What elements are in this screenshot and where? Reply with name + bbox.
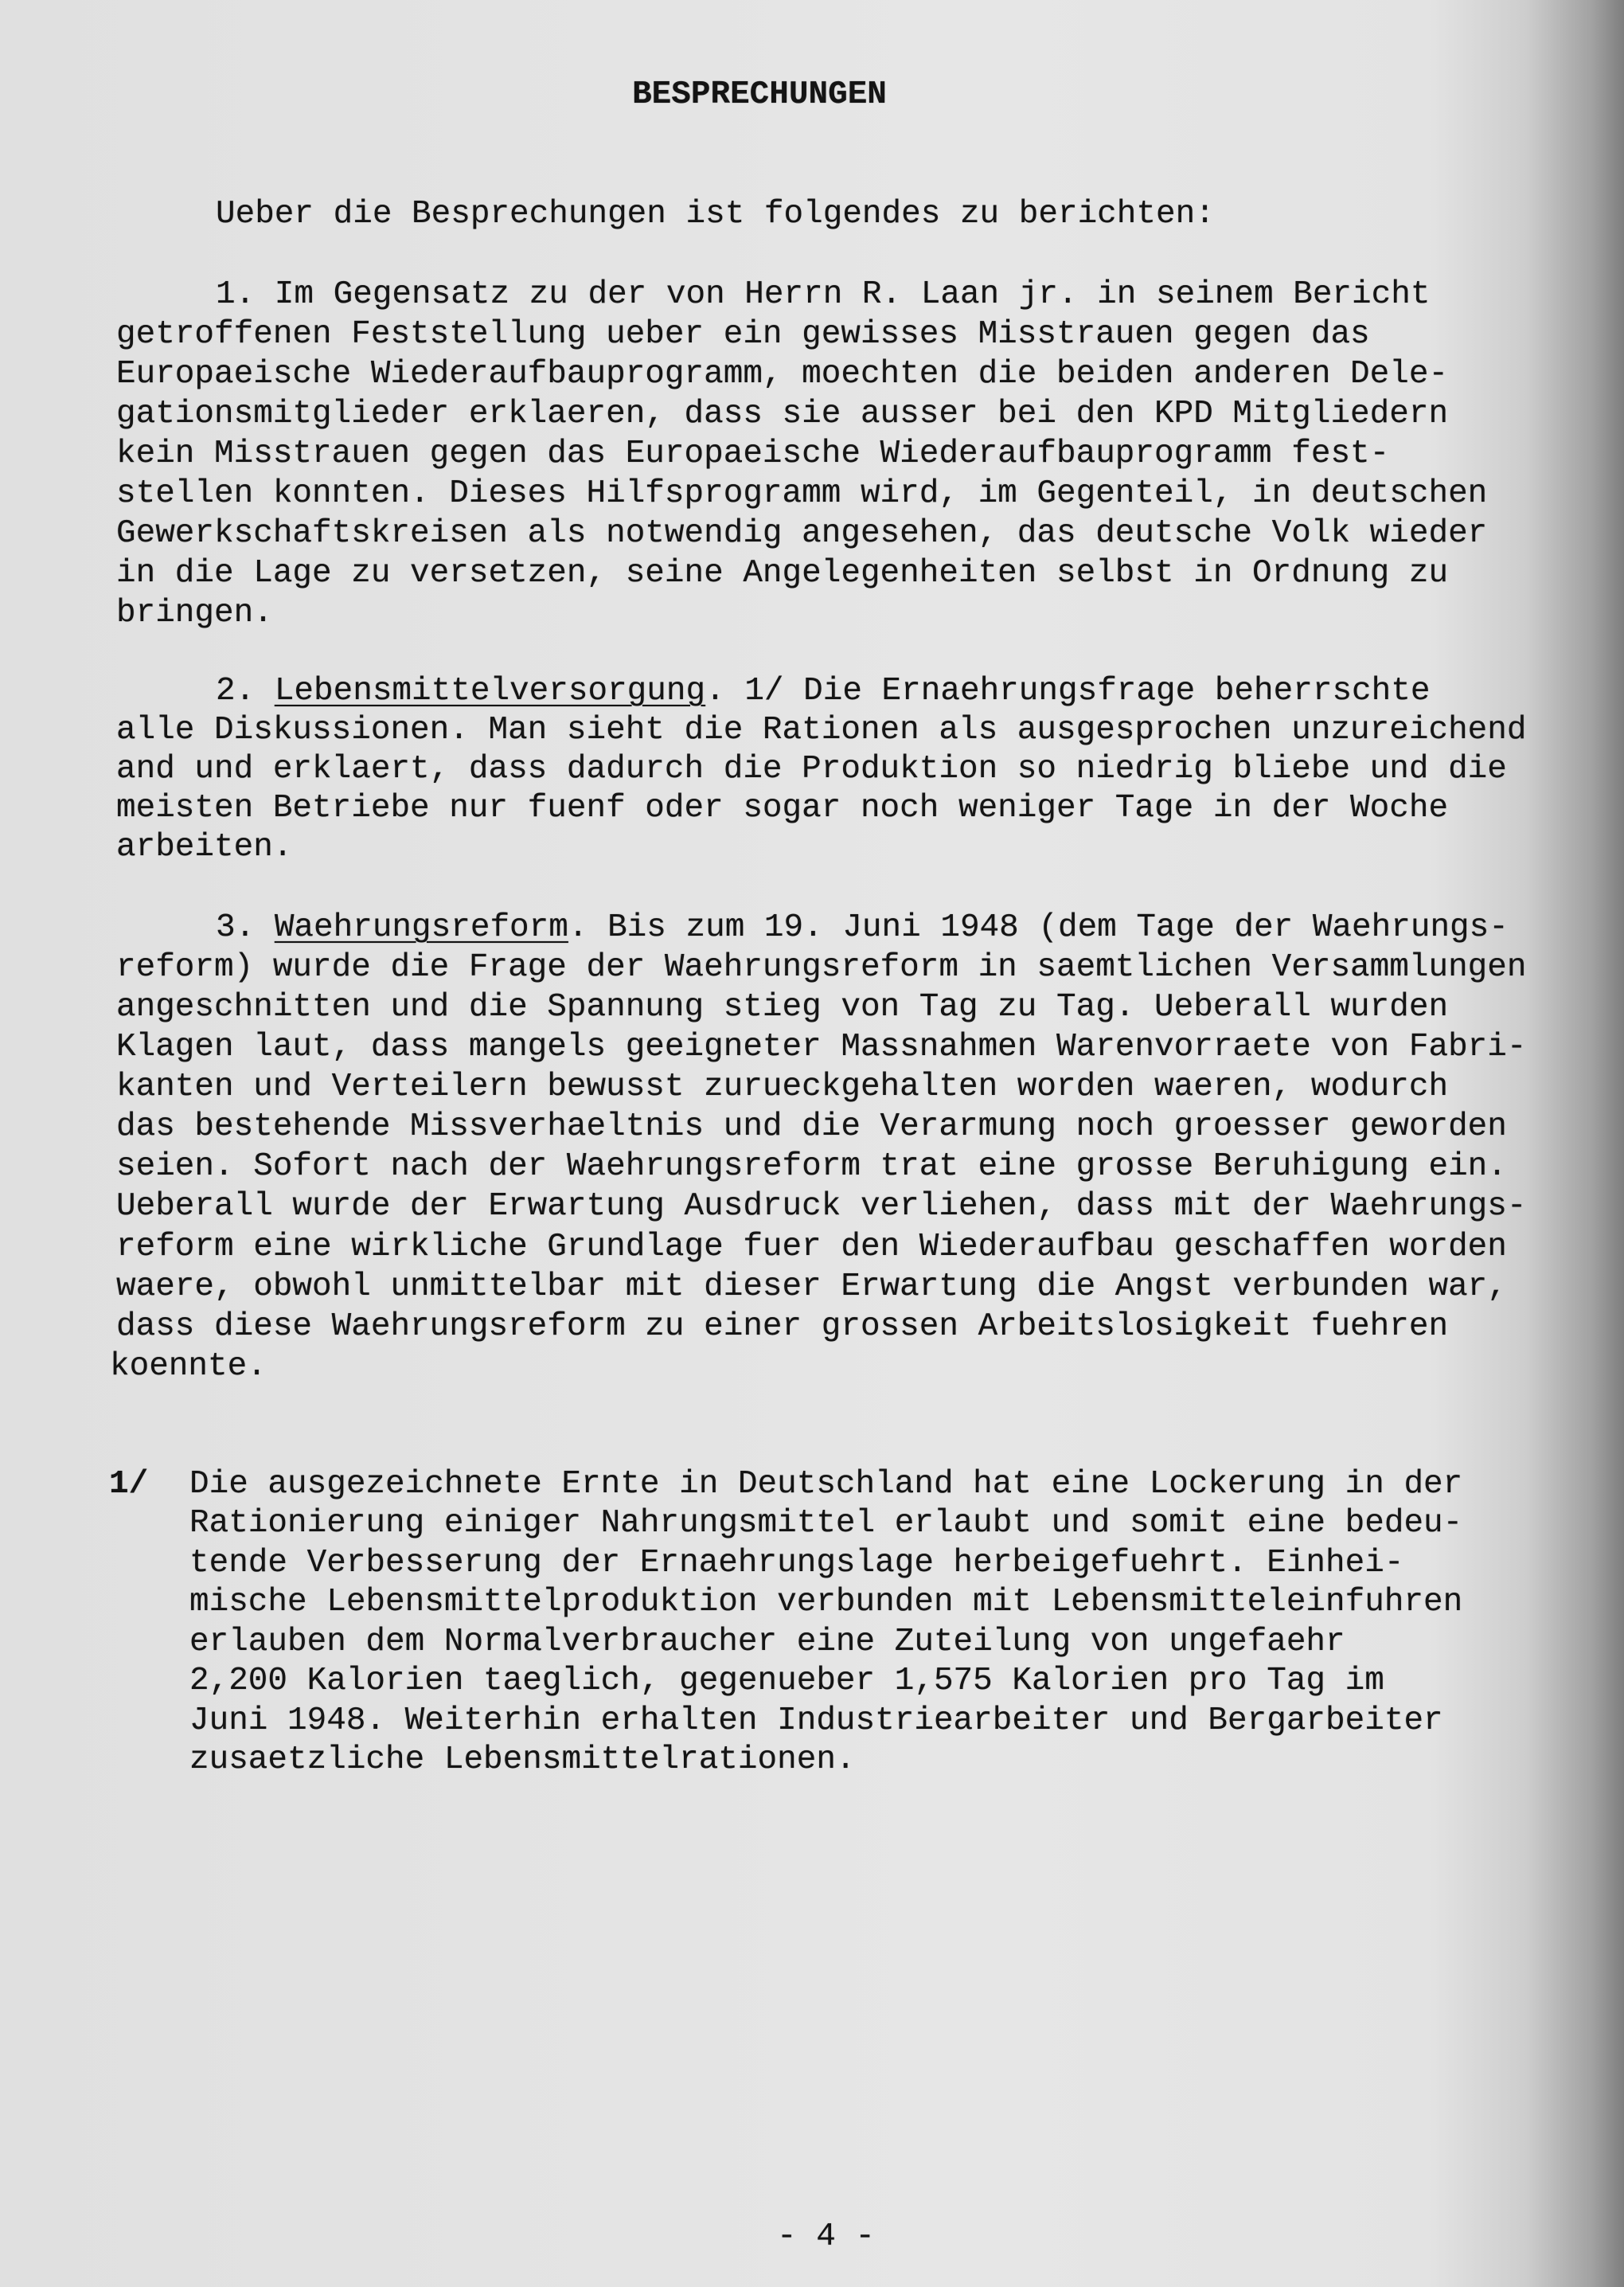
- footnote-line: zusaetzliche Lebensmittelrationen.: [189, 1742, 856, 1778]
- text-line: Ueberall wurde der Erwartung Ausdruck verliehen, dass mit der Waehrungs-: [116, 1188, 1527, 1225]
- section-heading-line: [216, 671, 1430, 711]
- footnote-marker: 1/: [109, 1466, 149, 1503]
- text-line: reform eine wirkliche Grundlage fuer den Wiederaufbau geschaffen worden: [116, 1229, 1507, 1265]
- text-line: arbeiten.: [116, 829, 293, 866]
- footnote-line: Juni 1948. Weiterhin erhalten Industriearbeiter und Bergarbeiter: [189, 1703, 1443, 1739]
- text-line: alle Diskussionen. Man sieht die Rationen als ausgesprochen unzureichend: [116, 712, 1527, 749]
- text-line: kein Misstrauen gegen das Europaeische Wiederaufbauprogramm fest-: [116, 436, 1390, 472]
- text-line: Europaeische Wiederaufbauprogramm, moechten die beiden anderen Dele-: [116, 356, 1449, 393]
- text-line: waere, obwohl unmittelbar mit dieser Erwartung die Angst verbunden war,: [116, 1269, 1507, 1305]
- text-line: kanten und Verteilern bewusst zurueckgehalten worden waeren, wodurch: [116, 1069, 1449, 1105]
- text-line: gationsmitglieder erklaeren, dass sie ausser bei den KPD Mitgliedern: [116, 396, 1449, 432]
- page-title: BESPRECHUNGEN: [632, 76, 887, 113]
- footnote-line: tende Verbesserung der Ernaehrungslage herbeigefuehrt. Einhei-: [189, 1545, 1404, 1581]
- footnote-line: 2,200 Kalorien taeglich, gegenueber 1,575 Kalorien pro Tag im: [189, 1663, 1384, 1699]
- text-line: Klagen laut, dass mangels geeigneter Massnahmen Warenvorraete von Fabri-: [116, 1029, 1527, 1065]
- text-line: stellen konnten. Dieses Hilfsprogramm wird, im Gegenteil, in deutschen: [116, 475, 1488, 512]
- text-line: and und erklaert, dass dadurch die Produktion so niedrig bliebe und die: [116, 751, 1507, 788]
- text-line: angeschnitten und die Spannung stieg von Tag zu Tag. Ueberall wurden: [116, 989, 1449, 1026]
- text-line: Gewerkschaftskreisen als notwendig angesehen, das deutsche Volk wieder: [116, 515, 1488, 552]
- footnote-line: mische Lebensmittelproduktion verbunden mit Lebensmitteleinfuhren: [189, 1584, 1463, 1620]
- footnote-line: Die ausgezeichnete Ernte in Deutschland hat eine Lockerung in der: [189, 1466, 1463, 1503]
- section-number: 3.: [216, 909, 256, 946]
- intro-line: Ueber die Besprechungen ist folgendes zu berichten:: [216, 196, 1215, 233]
- section-heading: Waehrungsreform: [274, 909, 568, 946]
- text-fragment: . Bis zum 19. Juni 1948 (dem Tage der Waehrungs-: [568, 909, 1509, 946]
- footnote-line: Rationierung einiger Nahrungsmittel erlaubt und somit eine bedeu-: [189, 1505, 1463, 1542]
- text-line: koennte.: [110, 1348, 267, 1385]
- footnote-line: erlauben dem Normalverbraucher eine Zuteilung von ungefaehr: [189, 1624, 1345, 1660]
- section-heading: Lebensmittelversorgung: [274, 673, 706, 710]
- text-line: seien. Sofort nach der Waehrungsreform trat eine grosse Beruhigung ein.: [116, 1148, 1507, 1185]
- section-number: 2.: [216, 673, 256, 710]
- text-line: dass diese Waehrungsreform zu einer grossen Arbeitslosigkeit fuehren: [116, 1308, 1449, 1345]
- text-line: das bestehende Missverhaeltnis und die Verarmung noch groesser geworden: [116, 1108, 1507, 1145]
- text-line: in die Lage zu versetzen, seine Angelegenheiten selbst in Ordnung zu: [116, 555, 1449, 592]
- text-line: getroffenen Feststellung ueber ein gewisses Misstrauen gegen das: [116, 316, 1370, 353]
- text-line: bringen.: [116, 595, 273, 631]
- text-fragment: . 1/ Die Ernaehrungsfrage beherrschte: [705, 673, 1431, 710]
- text-line: reform) wurde die Frage der Waehrungsreform in saemtlichen Versammlungen: [116, 949, 1527, 986]
- page-number: - 4 -: [777, 2219, 876, 2255]
- section-heading-line: [216, 908, 1509, 948]
- text-line: 1. Im Gegensatz zu der von Herrn R. Laan jr. in seinem Bericht: [216, 276, 1431, 313]
- text-line: meisten Betriebe nur fuenf oder sogar noch weniger Tage in der Woche: [116, 790, 1449, 827]
